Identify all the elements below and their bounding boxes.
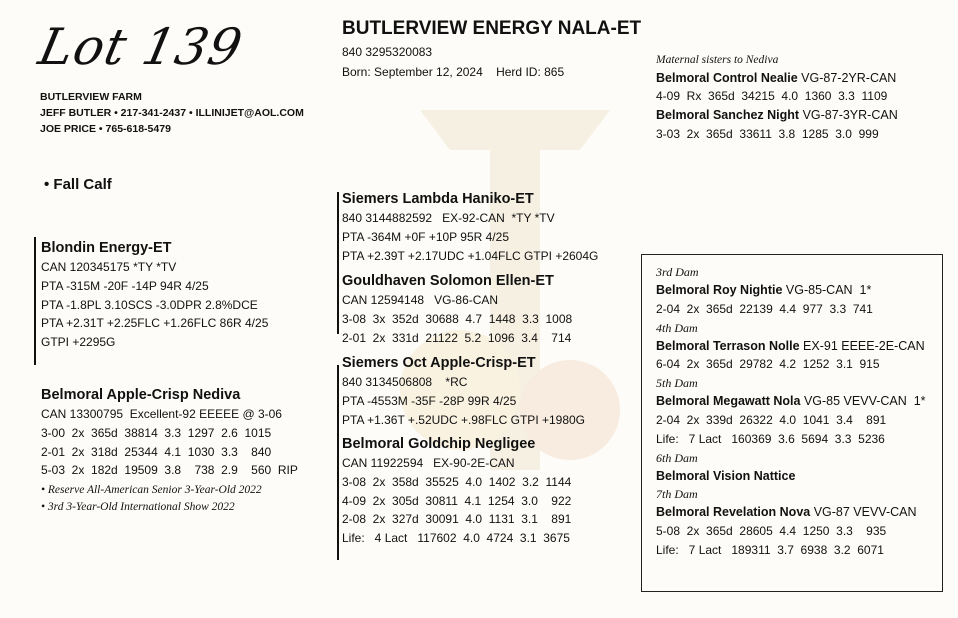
dam-line: 2-01 2x 318d 25344 4.1 1030 3.3 840: [41, 444, 272, 459]
sire-sire-line: PTA -364M +0F +10P 95R 4/25: [342, 229, 509, 244]
dam-parents-bracket: [337, 365, 339, 560]
sire-dam-name: Gouldhaven Solomon Ellen-ET: [342, 273, 554, 289]
dam-record: 6-04 2x 365d 29782 4.2 1252 3.1 915: [656, 357, 880, 372]
sire-name: Blondin Energy-ET: [41, 240, 172, 256]
sister-name-line: [656, 69, 898, 88]
dam-record: Life: 7 Lact 189311 3.7 6938 3.2 6071: [656, 542, 884, 557]
dam-line: 5-03 2x 182d 19509 3.8 738 2.9 560 RIP: [41, 463, 298, 478]
sire-dam-block: [342, 271, 572, 347]
dam-classification: EX-91 EEEE-2E-CAN: [799, 338, 925, 353]
farm-name: BUTLERVIEW FARM: [40, 91, 142, 103]
dam-record: 2-04 2x 365d 22139 4.4 977 3.3 741: [656, 301, 873, 316]
dam-ancestor-name: Belmoral Megawatt Nola: [656, 394, 801, 409]
dam-name-line: [656, 503, 926, 522]
dam-classification: VG-87 VEVV-CAN: [810, 505, 917, 520]
dam-generation-label: 4th Dam: [656, 320, 698, 335]
sire-line: PTA -1.8PL 3.10SCS -3.0DPR 2.8%DCE: [41, 297, 258, 312]
dam-dam-line: 4-09 2x 305d 30811 4.1 1254 3.0 922: [342, 493, 572, 508]
dam-sire-line: PTA +1.36T +.52UDC +.98FLC GTPI +1980G: [342, 412, 586, 427]
lot-number: Lot 139: [33, 18, 248, 76]
dam-ancestor-name: Belmoral Revelation Nova: [656, 505, 811, 520]
sister-name-line: [656, 106, 898, 125]
sire-dam-line: 2-01 2x 331d 21122 5.2 1096 3.4 714: [342, 330, 572, 345]
dam-name-line: [656, 337, 926, 356]
sire-dam-line: 3-08 3x 352d 30688 4.7 1448 3.3 1008: [342, 311, 573, 326]
dam-generation-label: 5th Dam: [656, 376, 698, 391]
animal-born-herd: Born: September 12, 2024 Herd ID: 865: [342, 65, 565, 79]
dam-sire-block: [342, 353, 585, 429]
sire-sire-line: 840 3144882592 EX-92-CAN *TY *TV: [342, 211, 555, 225]
dam-ancestor-name: Belmoral Vision Nattice: [656, 468, 796, 483]
dam-sire-name: Siemers Oct Apple-Crisp-ET: [342, 355, 536, 371]
consignor-info: [40, 89, 304, 137]
dam-record: Life: 7 Lact 160369 3.6 5694 3.3 5236: [656, 431, 885, 446]
contact-joe: JOE PRICE • 765-618-5479: [40, 123, 171, 135]
sire-bracket: [34, 237, 36, 365]
dam-block: [41, 385, 298, 515]
sire-sire-block: [342, 189, 598, 265]
sister-classification: VG-87-2YR-CAN: [797, 70, 897, 85]
dam-generation-label: 6th Dam: [656, 450, 698, 465]
sister-record: 4-09 Rx 365d 34215 4.0 1360 3.3 1109: [656, 89, 888, 104]
dam-classification: VG-85 VEVV-CAN 1*: [800, 394, 926, 409]
animal-registration: 840 3295320083: [342, 45, 433, 59]
sire-sire-line: PTA +2.39T +2.17UDC +1.04FLC GTPI +2604G: [342, 248, 599, 263]
maternal-sisters-block: [656, 52, 898, 144]
sire-line: CAN 120345175 *TY *TV: [41, 260, 177, 274]
dam-ancestor-name: Belmoral Roy Nightie: [656, 283, 783, 297]
dam-dam-block: [342, 434, 571, 548]
sister-classification: VG-87-3YR-CAN: [799, 108, 898, 123]
sister-record: 3-03 2x 365d 33611 3.8 1285 3.0 999: [656, 126, 879, 141]
sire-parents-bracket: [337, 192, 339, 334]
sire-block: [41, 238, 268, 352]
dam-ancestor-name: Belmoral Terrason Nolle: [656, 338, 800, 353]
sire-line: PTA +2.31T +2.25FLC +1.26FLC 86R 4/25: [41, 316, 269, 331]
dam-name-line: [656, 467, 926, 486]
dam-record: 2-04 2x 339d 26322 4.0 1041 3.4 891: [656, 412, 887, 427]
dam-dam-line: 3-08 2x 358d 35525 4.0 1402 3.2 1144: [342, 474, 572, 489]
dam-dam-name: Belmoral Goldchip Negligee: [342, 436, 536, 452]
dam-award: • 3rd 3-Year-Old International Show 2022: [41, 500, 235, 513]
animal-name: BUTLERVIEW ENERGY NALA-ET: [342, 18, 642, 39]
dam-sire-line: 840 3134506808 *RC: [342, 375, 468, 389]
sire-line: PTA -315M -20F -14P 94R 4/25: [41, 278, 209, 293]
dam-classification: VG-85-CAN 1*: [782, 283, 872, 297]
dam-line: CAN 13300795 Excellent-92 EEEEE @ 3-06: [41, 407, 282, 421]
sire-dam-line: CAN 12594148 VG-86-CAN: [342, 293, 499, 307]
dams-list: [656, 263, 926, 560]
dam-generation-label: 7th Dam: [656, 487, 698, 502]
sire-sire-name: Siemers Lambda Haniko-ET: [342, 191, 534, 207]
category-label: • Fall Calf: [44, 176, 112, 193]
sire-line: GTPI +2295G: [41, 335, 116, 350]
dam-dam-line: CAN 11922594 EX-90-2E-CAN: [342, 456, 515, 470]
sister-name: Belmoral Sanchez Night: [656, 108, 800, 123]
dam-award: • Reserve All-American Senior 3-Year-Old 2022: [41, 484, 262, 497]
dam-dam-line: 2-08 2x 327d 30091 4.0 1131 3.1 891: [342, 512, 572, 527]
dam-dam-line: Life: 4 Lact 117602 4.0 4724 3.1 3675: [342, 531, 570, 546]
dam-name: Belmoral Apple-Crisp Nediva: [41, 387, 241, 403]
dam-line: 3-00 2x 365d 38814 3.3 1297 2.6 1015: [41, 425, 272, 440]
dam-name-line: [656, 281, 926, 300]
dam-record: 5-08 2x 365d 28605 4.4 1250 3.3 935: [656, 524, 887, 539]
sister-name: Belmoral Control Nealie: [656, 70, 798, 85]
dam-sire-line: PTA -4553M -35F -28P 99R 4/25: [342, 393, 517, 408]
maternal-sisters-heading: Maternal sisters to Nediva: [656, 54, 779, 66]
contact-jeff: JEFF BUTLER • 217-341-2437 • ILLINIJET@AOL.COM: [40, 107, 304, 119]
dam-name-line: [656, 392, 926, 411]
dam-generation-label: 3rd Dam: [656, 265, 699, 279]
